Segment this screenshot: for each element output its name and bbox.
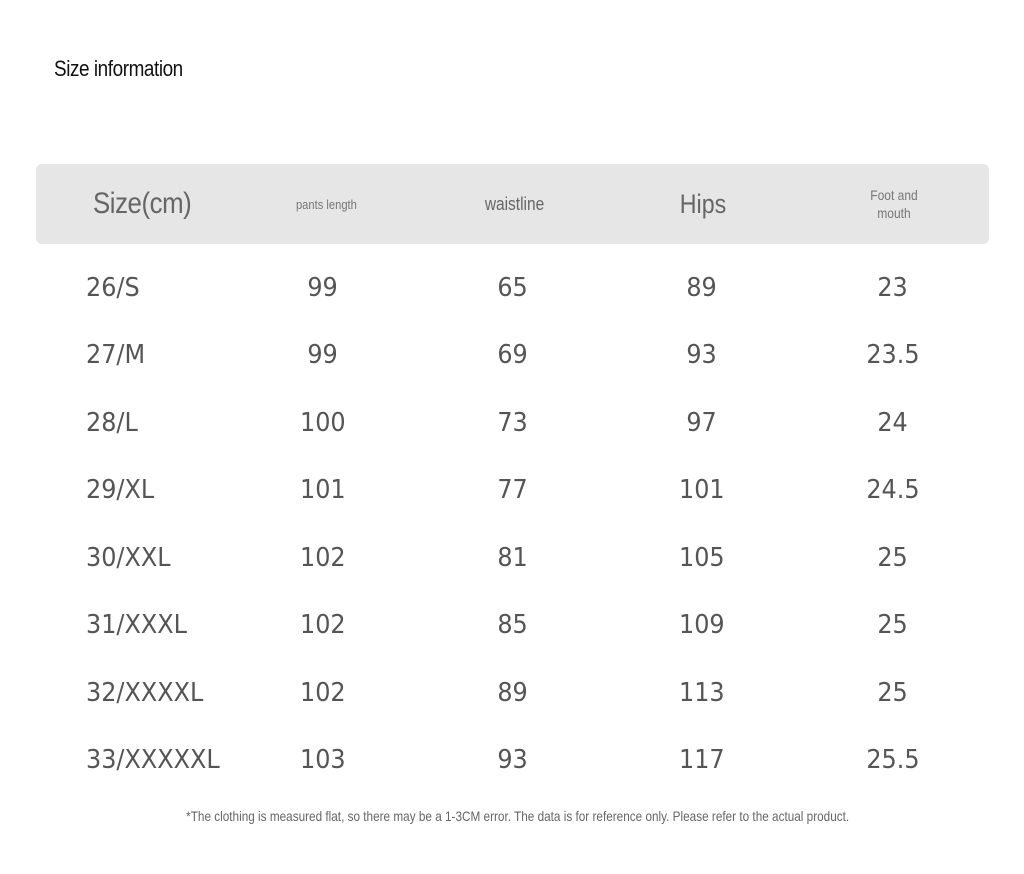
size-cell: 31/XXXL [86,610,187,640]
foot-mouth-cell: 24 [877,407,909,438]
size-cell: 27/M [86,340,146,370]
foot-mouth-cell: 23 [877,272,909,303]
header-pants-length: pants length [295,196,357,212]
foot-mouth-cell: 23.5 [866,340,920,370]
waistline-cell: 89 [497,677,529,708]
waistline-cell: 85 [497,610,529,640]
waistline-cell: 81 [497,542,529,573]
size-cell: 32/XXXXL [86,677,204,708]
size-cell: 26/S [86,272,140,303]
pants-length-cell: 103 [300,745,346,775]
hips-cell: 117 [679,745,725,775]
table-row [0,659,1024,726]
table-row [0,254,1024,321]
waistline-cell: 93 [497,745,529,775]
header-waistline: waistline [485,193,545,214]
measurement-footnote: *The clothing is measured flat, so there may be a 1-3CM error. The data is for reference only. Please refer to the actual product. [186,808,850,824]
hips-cell: 109 [679,610,725,640]
waistline-cell: 65 [497,272,529,303]
pants-length-cell: 99 [307,340,339,370]
foot-mouth-cell: 25.5 [866,745,920,775]
hips-cell: 113 [679,677,725,708]
pants-length-cell: 100 [300,407,346,438]
table-row [0,457,1024,524]
foot-mouth-cell: 25 [877,610,909,640]
header-size: Size(cm) [92,187,192,220]
pants-length-cell: 102 [300,542,346,573]
table-row [0,389,1024,456]
table-row [0,592,1024,659]
waistline-cell: 73 [497,407,529,438]
foot-mouth-cell: 25 [877,677,909,708]
pants-length-cell: 101 [300,475,346,505]
page-title: Size information [54,56,183,81]
pants-length-cell: 99 [307,272,339,303]
size-cell: 33/XXXXXL [86,745,220,775]
header-foot-mouth: Foot and mouth [870,187,918,221]
hips-cell: 101 [679,475,725,505]
header-hips: Hips [679,188,727,219]
pants-length-cell: 102 [300,610,346,640]
table-row [0,322,1024,389]
waistline-cell: 77 [497,475,529,505]
table-row [0,524,1024,591]
hips-cell: 93 [686,340,718,370]
size-cell: 29/XL [86,475,155,505]
foot-mouth-cell: 25 [877,542,909,573]
foot-mouth-cell: 24.5 [866,475,920,505]
hips-cell: 97 [686,407,718,438]
size-cell: 28/L [86,407,138,438]
table-row [0,727,1024,794]
pants-length-cell: 102 [300,677,346,708]
hips-cell: 89 [686,272,718,303]
hips-cell: 105 [679,542,725,573]
table-header [36,164,989,244]
waistline-cell: 69 [497,340,529,370]
size-cell: 30/XXL [86,542,171,573]
